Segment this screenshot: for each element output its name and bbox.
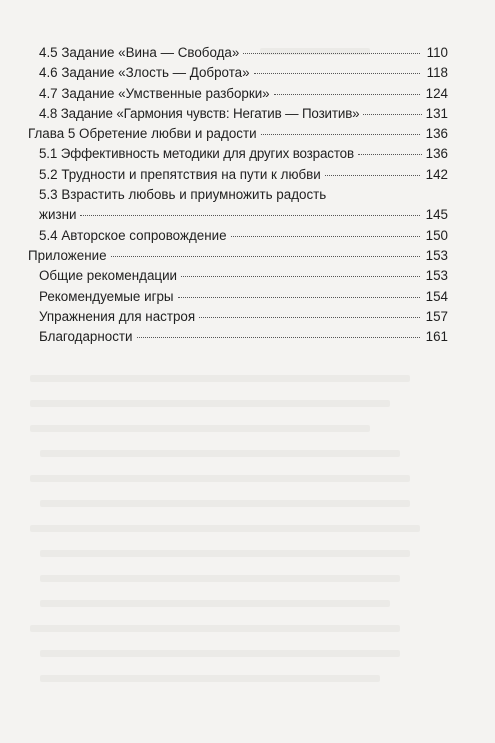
dot-leader xyxy=(181,276,420,277)
toc-entry-page: 118 xyxy=(426,65,448,81)
dot-leader xyxy=(231,236,420,237)
toc-chapter[interactable] xyxy=(28,246,448,266)
dot-leader xyxy=(137,337,420,338)
toc-entry-page: 124 xyxy=(425,85,448,101)
dot-leader xyxy=(178,297,420,298)
toc-entry-page: 110 xyxy=(426,45,448,60)
dot-leader xyxy=(254,73,420,74)
toc-entry[interactable] xyxy=(28,205,448,225)
toc-entry-title: 4.8 Задание «Гармония чувств: Негатив — Позитив» xyxy=(39,105,360,121)
toc-entry-title: 4.5 Задание «Вина — Свобода» xyxy=(39,45,240,60)
toc-entry-page: 145 xyxy=(425,207,448,223)
dot-leader xyxy=(325,175,420,176)
toc-entry-title: 4.7 Задание «Умственные разборки» xyxy=(39,85,270,101)
toc-entry[interactable] xyxy=(28,43,448,63)
dot-leader xyxy=(363,114,421,115)
dot-leader xyxy=(80,215,419,216)
toc-entry-page: 161 xyxy=(425,329,448,345)
toc-chapter[interactable] xyxy=(28,124,448,144)
toc-entry-page: 136 xyxy=(425,126,448,142)
dot-leader xyxy=(243,53,420,54)
toc-entry-page: 153 xyxy=(425,247,448,263)
toc-entry-title: 5.2 Трудности и препятствия на пути к любви xyxy=(39,166,321,182)
toc-entry-title: жизни xyxy=(39,207,77,223)
toc-entry-title: Рекомендуемые игры xyxy=(39,288,174,304)
toc-entry-title: Благодарности xyxy=(39,329,133,345)
toc-entry[interactable] xyxy=(28,266,448,286)
dot-leader xyxy=(274,94,420,95)
toc-entry-page: 142 xyxy=(425,166,448,182)
table-of-contents xyxy=(28,43,448,347)
toc-entry[interactable] xyxy=(28,84,448,104)
toc-entry[interactable] xyxy=(28,327,448,347)
toc-entry-title: Глава 5 Обретение любви и радости xyxy=(28,126,257,142)
toc-entry[interactable] xyxy=(28,165,448,185)
toc-entry-title-line1: 5.3 Взрастить любовь и приумножить радость xyxy=(39,187,327,203)
toc-entry[interactable] xyxy=(28,104,448,124)
toc-entry-title: Упражнения для настроя xyxy=(39,308,196,324)
toc-entry-page: 150 xyxy=(425,227,448,243)
toc-entry-page: 131 xyxy=(425,105,448,121)
toc-entry-page: 154 xyxy=(425,288,448,304)
dot-leader xyxy=(199,317,420,318)
toc-entry[interactable] xyxy=(28,63,448,83)
toc-entry-page: 136 xyxy=(425,146,448,162)
toc-entry[interactable] xyxy=(28,307,448,327)
toc-entry[interactable] xyxy=(28,226,448,246)
toc-entry-page: 157 xyxy=(425,308,448,324)
toc-entry-title: 4.6 Задание «Злость — Доброта» xyxy=(39,65,250,81)
dot-leader xyxy=(358,154,422,155)
toc-entry-title: 5.1 Эффективность методики для других возрастов xyxy=(39,146,354,162)
toc-entry-title: Общие рекомендации xyxy=(39,268,178,284)
toc-entry[interactable] xyxy=(28,287,448,307)
toc-entry-title: 5.4 Авторское сопровождение xyxy=(39,227,227,243)
dot-leader xyxy=(261,134,420,135)
dot-leader xyxy=(111,256,420,257)
toc-entry-page: 153 xyxy=(425,268,448,284)
toc-entry-title: Приложение xyxy=(28,247,107,263)
toc-entry[interactable] xyxy=(28,144,448,164)
